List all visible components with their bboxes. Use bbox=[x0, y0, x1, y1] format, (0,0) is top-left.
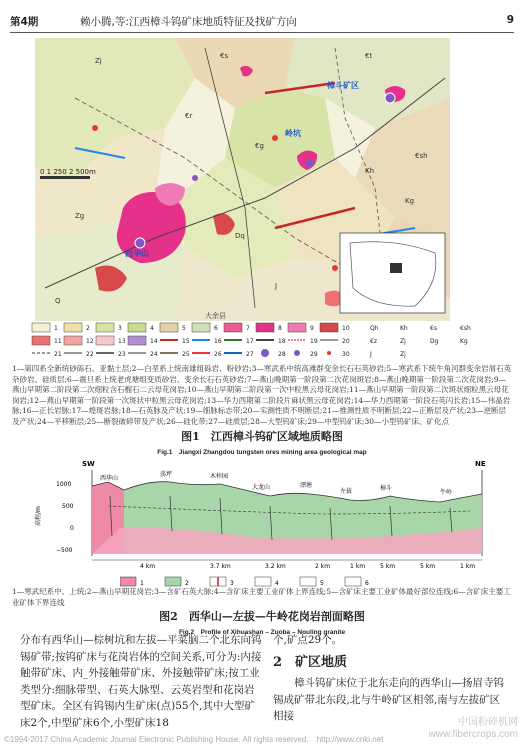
legend-num: 18 bbox=[278, 338, 286, 345]
unit-label: Kg bbox=[405, 197, 415, 205]
label-xihuashan: 西华山 bbox=[125, 249, 149, 258]
legend-num: 23 bbox=[118, 351, 126, 358]
legend-code: Kh bbox=[400, 325, 408, 332]
distance-label: 2 km bbox=[315, 563, 331, 570]
distance-label: 3.2 km bbox=[265, 563, 286, 570]
legend-num: 13 bbox=[118, 338, 126, 345]
legend-num: 2 bbox=[185, 580, 189, 587]
ytick: 0 bbox=[70, 525, 74, 532]
legend-code: J bbox=[370, 351, 372, 358]
legend-num: 27 bbox=[246, 351, 254, 358]
legend-code: €z bbox=[370, 338, 377, 345]
legend-num: 22 bbox=[86, 351, 94, 358]
legend-num: 4 bbox=[275, 580, 279, 587]
legend-num: 29 bbox=[310, 351, 318, 358]
watermark-line2: www.fibercrops.com bbox=[428, 729, 518, 740]
distance-label: 4 km bbox=[140, 563, 156, 570]
unit-label: Zg bbox=[75, 212, 85, 220]
unit-label: €t bbox=[365, 52, 373, 60]
unit-label: Zj bbox=[95, 57, 102, 65]
label-lingkou: 岭坑 bbox=[285, 129, 301, 138]
figure1-legend-text: 1—第四系全新统砂砾石、亚黏土层;2—白垩系上统南雄组砾岩、粉砂岩;3—寒武系中统高滩群变余长石石英砂岩;5—寒武系下统牛角河群变余岩屑石英杂砂岩、硅质层;6—震旦系上统老虎塘组变质砂岩、变余长石石英砂岩;7—燕山晚期第一阶段第二次花岗斑岩;8—燕山晚期第一阶段第二次花岗岩;9—燕山早期第二阶段第二次细粒含石榴石二云母花岗岩;10—燕山早期第二阶段第一次中粒黑云母花岗岩;11—燕山早期第一阶段第二次斑状细粒黑云母花岗岩;12—燕山早期第一阶段第一次斑状中粒黑云母花岗岩;13—华力西期第二阶段片麻状黑云母花岗岩;14—华力西期第一阶段石英闪长岩;15—伟晶岩脉;16—正长岩脉;17—煌斑岩脉;18—石英脉及产状;19—细脉标志带;20—实测性质不明断层;21—推测性质不明断层;22—正断层及产状;23—逆断层及产状;24—平移断层;25—断裂破碎带及产状;26—硅化带;27—硅质层;28—大型钨矿床;29—中型钨矿床;30—小型钨矿床、矿化点 bbox=[12, 364, 512, 426]
peak-label: 木梓园 bbox=[210, 473, 229, 480]
profile-sw: SW bbox=[82, 460, 95, 468]
distance-label: 1 km bbox=[350, 563, 366, 570]
legend-code: €s bbox=[430, 325, 437, 332]
legend-num: 11 bbox=[54, 338, 62, 345]
legend-code: Zj bbox=[400, 351, 406, 358]
legend-num: 7 bbox=[246, 325, 250, 332]
running-header bbox=[10, 10, 514, 33]
cross-section-profile bbox=[20, 456, 500, 576]
legend-code: Qh bbox=[370, 325, 379, 332]
section-heading: 2 矿区地质 bbox=[273, 654, 348, 670]
unit-label: Kh bbox=[365, 167, 375, 175]
legend-num: 25 bbox=[182, 351, 190, 358]
legend-num: 1 bbox=[54, 325, 58, 332]
body-text-right-column bbox=[273, 632, 505, 725]
label-zhangdou: 樟斗矿区 bbox=[327, 81, 359, 90]
map-scale: 0 1 250 2 500m bbox=[40, 168, 96, 176]
distance-label: 5 km bbox=[380, 563, 396, 570]
legend-num: 3 bbox=[230, 580, 234, 587]
profile-ne: NE bbox=[475, 460, 486, 468]
unit-label: Dq bbox=[235, 232, 245, 240]
legend-num: 16 bbox=[214, 338, 222, 345]
figure2-legend-text: 1—寒武纪系中、上统;2—燕山早期花岗岩;3—含矿石英大脉;4—含矿床主要工业矿体上界连线;5—含矿床主要工业矿体最好部位连线;6—含矿床主要工业矿体下界连线 bbox=[12, 587, 511, 607]
peak-label: 漂塘 bbox=[300, 482, 313, 489]
peak-label: 荡坪 bbox=[160, 471, 173, 478]
page-number: 9 bbox=[506, 14, 514, 26]
legend-num: 17 bbox=[246, 338, 254, 345]
legend-num: 12 bbox=[86, 338, 94, 345]
legend-num: 5 bbox=[320, 580, 324, 587]
ytick: 1000 bbox=[56, 481, 72, 488]
legend-code: €sh bbox=[460, 325, 471, 332]
legend-num: 4 bbox=[150, 325, 154, 332]
label-dayu: 大余县 bbox=[205, 312, 226, 320]
legend-num: 21 bbox=[54, 351, 62, 358]
legend-code: Dg bbox=[430, 338, 439, 345]
legend-num: 10 bbox=[342, 325, 350, 332]
body-text-right: 樟斗钨矿床位于北东走向的西华山—扬眉寺钨锡成矿带北东段,北与牛岭矿区相邻,南与左拔矿区相接 bbox=[273, 677, 504, 722]
unit-label: Q bbox=[55, 297, 61, 305]
copyright-footer: ©1994-2017 China Academic Journal Electronic Publishing House. All rights reserved. http://www.cnki.net bbox=[4, 735, 384, 744]
body-text-left: 分布有西华山—棕树坑和左拔—平菜脑二个北东向钨锡矿带;按钨矿床与花岗岩体的空间关系,可分为:内接触带矿床、内_外接触带矿床、外接触带矿床;按工业类型分:细脉带型、石英大脉型、云英岩型和花岗岩型矿床。全区有钨锡内生矿床(点)55个,其中大型矿床2个,中型矿床6个,小型矿床18 bbox=[20, 634, 262, 729]
legend-num: 2 bbox=[86, 325, 90, 332]
legend-code: Kg bbox=[460, 338, 468, 345]
running-title: 赖小腾,等:江西樟斗钨矿床地质特征及找矿方向 bbox=[80, 16, 297, 28]
distance-label: 5 km bbox=[420, 563, 436, 570]
peak-label: 西华山 bbox=[100, 475, 119, 482]
distance-label: 3.7 km bbox=[210, 563, 231, 570]
map-legend bbox=[30, 321, 500, 361]
peak-label: 大龙山 bbox=[252, 484, 271, 491]
legend-num: 9 bbox=[310, 325, 314, 332]
issue-number: 第4期 bbox=[10, 16, 39, 28]
legend-num: 6 bbox=[214, 325, 218, 332]
unit-label: J bbox=[275, 282, 278, 290]
figure1-title: 图1 江西樟斗钨矿区域地质略图 bbox=[181, 430, 343, 443]
legend-num: 20 bbox=[342, 338, 350, 345]
peak-label: 左拔 bbox=[340, 488, 353, 495]
watermark-line1: 中国粉碎机网 bbox=[458, 717, 518, 728]
figure2-title-en: Fig.2 Profile of Xihuashan – Zuoba – Nouling granite bbox=[178, 629, 346, 636]
legend-num: 1 bbox=[140, 580, 144, 587]
profile-ylabel: 高程/m bbox=[35, 506, 42, 526]
legend-num: 19 bbox=[310, 338, 318, 345]
watermark bbox=[429, 717, 518, 741]
legend-num: 15 bbox=[182, 338, 190, 345]
legend-num: 5 bbox=[182, 325, 186, 332]
unit-label: €s bbox=[220, 52, 229, 60]
legend-num: 30 bbox=[342, 351, 350, 358]
peak-label: 樟斗 bbox=[380, 485, 393, 492]
ytick: −500 bbox=[56, 547, 73, 554]
legend-num: 8 bbox=[278, 325, 282, 332]
distance-label: 1 km bbox=[460, 563, 476, 570]
legend-num: 3 bbox=[118, 325, 122, 332]
body-text-right-top: 个,矿点29个。 bbox=[273, 634, 343, 646]
legend-num: 26 bbox=[214, 351, 222, 358]
figure2-title: 图2 西华山—左拔—牛岭花岗岩剖面略图 bbox=[159, 610, 365, 623]
figure1-title-en: Fig.1 Jiangxi Zhangdou tungsten ores mining area geological map bbox=[157, 449, 367, 456]
legend-num: 6 bbox=[365, 580, 369, 587]
unit-label: €g bbox=[255, 142, 264, 150]
peak-label: 牛岭 bbox=[440, 489, 453, 496]
geological-map bbox=[35, 38, 450, 321]
ytick: 500 bbox=[62, 503, 74, 510]
legend-num: 14 bbox=[150, 338, 158, 345]
legend-code: Zj bbox=[400, 338, 406, 345]
legend-num: 28 bbox=[278, 351, 286, 358]
legend-num: 24 bbox=[150, 351, 158, 358]
unit-label: €sh bbox=[415, 152, 428, 160]
unit-label: €r bbox=[185, 112, 193, 120]
